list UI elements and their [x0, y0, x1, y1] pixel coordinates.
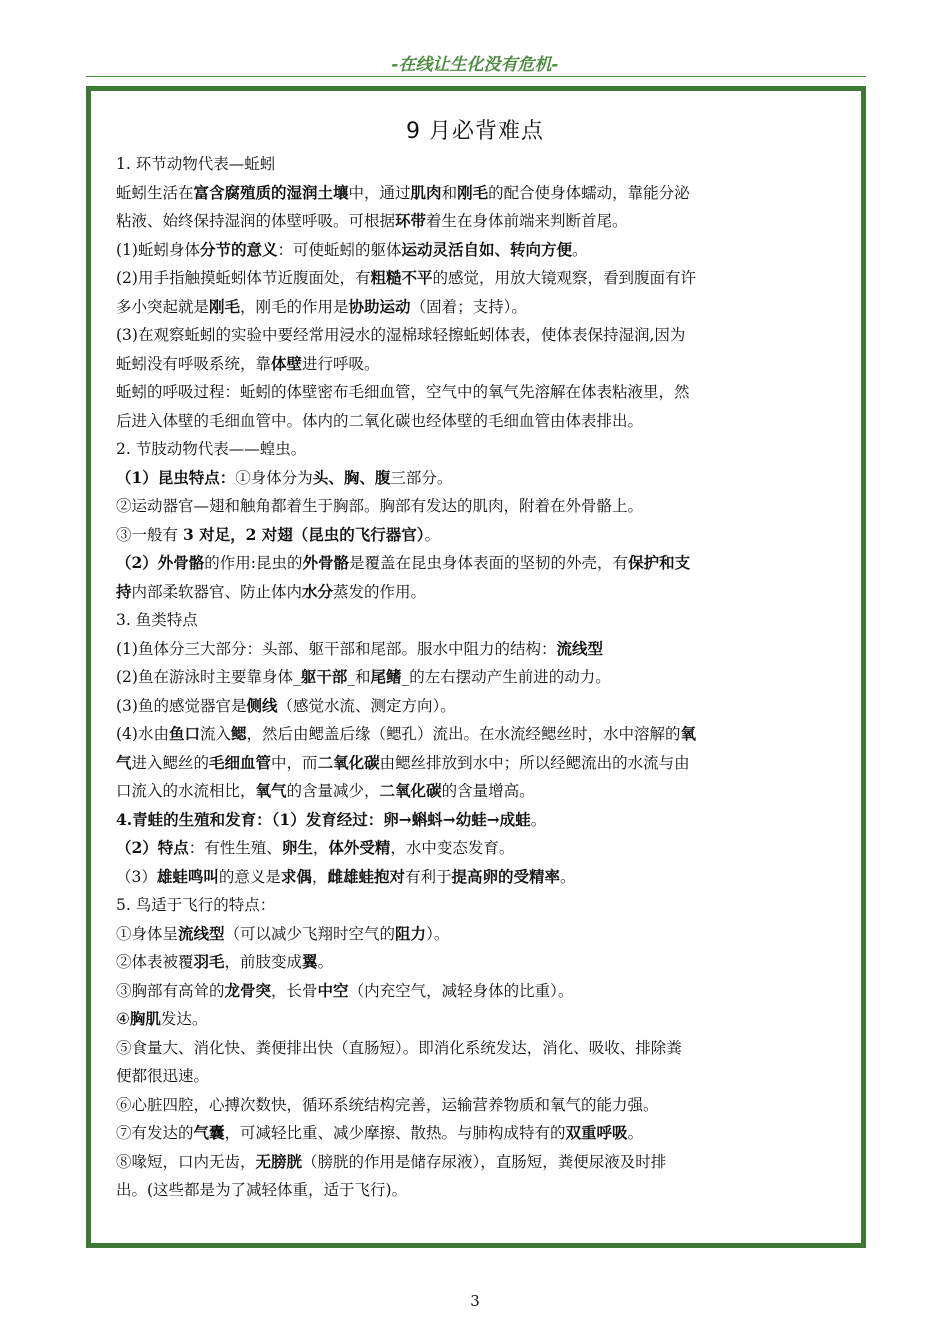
bold-text-run: 双重呼吸 — [565, 1123, 628, 1142]
text-run: 着生在身体前端来判断首尾。 — [426, 212, 628, 230]
bold-text-run: 环带 — [395, 211, 427, 230]
text-run: 蚯蚓的呼吸过程：蚯蚓的体壁密布毛细血管，空气中的氧气先溶解在体表粘液里，然 — [116, 383, 690, 401]
text-run: 。 — [559, 867, 576, 886]
bold-text-run: 无膀胱 — [255, 1151, 303, 1171]
bold-text-run: 保护和支 — [628, 553, 691, 572]
text-line — [116, 635, 838, 664]
bold-text-run: 体外受精 — [328, 838, 391, 857]
text-run: ，可减轻比重、减少摩擦、散热。与肺构成特有的 — [224, 1124, 566, 1142]
text-run: 后进入体壁的毛细血管中。体内的二氧化碳也经体壁的毛细血管由体表排出。 — [116, 411, 644, 430]
text-line — [116, 321, 838, 350]
text-run: ）。 — [426, 924, 450, 943]
bold-text-run: 富含腐殖质的湿润土壤 — [193, 182, 349, 202]
text-line — [116, 1034, 838, 1063]
bold-text-run: 运动灵活自如、转向方便 — [401, 239, 573, 259]
text-line — [116, 1119, 838, 1148]
text-run: 。 — [317, 953, 334, 971]
bold-text-run: 水分 — [302, 581, 334, 601]
bold-text-run: 体壁 — [271, 353, 303, 373]
text-line — [116, 834, 838, 863]
bold-text-run: 协助运动 — [348, 296, 411, 316]
text-run: 有利于 — [404, 867, 452, 886]
text-run: (2)用手指触摸蚯蚓体节近腹面处，有 — [116, 269, 371, 287]
text-run: 进入鳃丝的 — [131, 753, 210, 772]
text-line — [116, 863, 838, 892]
text-run: 蚯蚓没有呼吸系统，靠 — [116, 354, 272, 373]
text-run: ②运动器官—翅和触角都着生于胸部。胸部有发达的肌肉，附着在外骨骼上。 — [116, 497, 644, 515]
text-run: （可以减少飞翔时空气的 — [224, 924, 396, 943]
text-run: ，长骨 — [271, 981, 318, 1000]
bold-text-run: 中空 — [317, 980, 349, 1000]
text-line — [116, 179, 838, 208]
text-run: ①身体分为 — [235, 468, 313, 487]
text-line — [116, 464, 838, 493]
text-run: (1)鱼体分三大部分：头部、躯干部和尾部。服水中阻力的结构： — [116, 639, 557, 658]
text-run: (3)在观察蚯蚓的实验中要经常用浸水的湿棉球轻擦蚯蚓体表，使体表保持湿润,因为 — [116, 326, 686, 344]
text-run: （感觉水流、测定方向）。 — [277, 696, 456, 715]
bold-text-run: 胸肌 — [129, 1009, 161, 1028]
text-run: (2)鱼在游泳时主要靠身体_ — [116, 668, 301, 686]
text-run: 。 — [424, 525, 441, 544]
bold-text-run: （2）外骨骼 — [116, 553, 205, 572]
text-run: 蒸发的作用。 — [333, 582, 427, 601]
text-run: 的含量增高。 — [441, 782, 535, 800]
text-run: 是覆盖在昆虫身体表面的坚韧的外壳，有 — [349, 554, 629, 572]
text-run: （固着；支持）。 — [410, 297, 527, 316]
text-run: 。 — [627, 1124, 644, 1142]
text-line — [116, 720, 838, 749]
bold-text-run: 头、胸、腹 — [312, 467, 391, 487]
text-run: 发达。 — [160, 1010, 208, 1028]
text-line — [116, 350, 838, 379]
bold-text-run: 翼 — [302, 952, 318, 971]
text-run: (3)鱼的感觉器官是 — [116, 696, 247, 715]
bold-text-run: 持 — [116, 581, 132, 601]
text-run: ⑧喙短，口内无齿， — [116, 1152, 256, 1171]
page-title: 9 月必背难点 — [406, 119, 544, 144]
text-run: （内充空气，减轻身体的比重）。 — [348, 981, 574, 1000]
text-run: 和 — [441, 183, 458, 202]
text-run: 的含量减少， — [286, 782, 380, 800]
text-run: 。 — [572, 240, 588, 259]
text-run: （膀胱的作用是储存尿液），直肠短，粪便尿液及时排 — [302, 1152, 667, 1171]
bold-text-run: 雌雄蛙抱对 — [327, 866, 405, 886]
text-line — [116, 977, 838, 1006]
text-line — [116, 549, 838, 578]
text-run: 便都很迅速。 — [116, 1067, 210, 1085]
text-line — [116, 891, 838, 920]
text-run: ①身体呈 — [116, 924, 179, 943]
bold-text-run: 肌肉 — [410, 182, 442, 202]
bold-text-run: 气 — [116, 752, 132, 772]
content-body — [116, 150, 838, 1205]
bold-text-run: 外骨骼 — [302, 553, 350, 572]
text-run: ④ — [116, 1010, 130, 1028]
text-run: 内部柔软器官、防止体内 — [131, 582, 303, 601]
text-line — [116, 578, 838, 607]
text-line — [116, 920, 838, 949]
bold-text-run: 二氧化碳 — [317, 752, 380, 772]
bold-text-run: 卵生 — [281, 838, 313, 857]
text-run: 的作用:昆虫的 — [204, 554, 303, 572]
text-run: ：有性生殖、 — [188, 839, 282, 857]
text-line — [116, 407, 838, 436]
text-run: ， — [312, 839, 329, 857]
text-run: ②体表被覆 — [116, 953, 194, 971]
text-run: ：可使蚯蚓的躯体 — [277, 240, 402, 259]
text-run: ③一般有 — [116, 525, 183, 544]
bold-text-run: 侧线 — [246, 695, 278, 715]
text-line — [116, 692, 838, 721]
text-run: 中，而 — [271, 753, 318, 772]
bold-text-run: 毛细血管 — [209, 752, 272, 772]
text-run: 流入 — [199, 725, 231, 743]
text-line — [116, 521, 838, 550]
bold-text-run: 氧气 — [255, 781, 287, 800]
bold-text-run: 求偶 — [280, 866, 312, 886]
text-line — [116, 663, 838, 692]
page-header: -在线让生化没有危机- — [391, 55, 559, 75]
text-line — [116, 207, 838, 236]
text-line — [116, 378, 838, 407]
text-run: 1. 环节动物代表—蚯蚓 — [116, 155, 276, 173]
text-line — [116, 1062, 838, 1091]
text-run: 的配合使身体蠕动，靠能分泌 — [488, 183, 690, 202]
text-run: 由鳃丝排放到水中；所以经鳃流出的水流与由 — [379, 753, 690, 772]
text-run: （3） — [116, 867, 157, 886]
text-run: ，然后由鳃盖后缘（鳃孔）流出。在水流经鳃丝时，水中溶解的 — [246, 725, 681, 743]
text-run: 的意义是 — [218, 867, 281, 886]
bold-text-run: 提高卵的受精率 — [451, 866, 560, 886]
bold-text-run: 氧 — [680, 724, 697, 743]
bold-text-run: 刚毛 — [209, 296, 241, 316]
bold-text-run: 粗糙不平 — [370, 268, 433, 287]
text-run: ⑤食量大、消化快、粪便排出快（直肠短）。即消化系统发达，消化、吸收、排除粪 — [116, 1038, 682, 1057]
text-run: 中，通过 — [348, 183, 411, 202]
bold-text-run: 气囊 — [193, 1123, 225, 1142]
text-run: 多小突起就是 — [116, 297, 210, 316]
bold-text-run: 龙骨突 — [224, 980, 272, 1000]
bold-text-run: 羽毛 — [193, 952, 225, 971]
text-line — [116, 806, 838, 835]
bold-text-run: 流线型 — [178, 923, 225, 943]
bold-text-run: 流线型 — [556, 638, 603, 658]
text-line — [116, 150, 838, 179]
text-line — [116, 948, 838, 977]
text-run: 蚯蚓生活在 — [116, 183, 194, 202]
text-run: 5. 鸟适于飞行的特点： — [116, 896, 276, 914]
text-run: 粘液、始终保持湿润的体壁呼吸。可根据 — [116, 212, 396, 230]
bold-text-run: 3 对足，2 对翅（昆虫的飞行器官） — [182, 524, 425, 544]
text-run: 出。(这些都是为了减轻体重，适于飞行)。 — [116, 1181, 408, 1199]
text-line — [116, 293, 838, 322]
bold-text-run: 阻力 — [395, 923, 427, 943]
text-line — [116, 1176, 838, 1205]
bold-text-run: 尾鳍 — [370, 667, 402, 686]
bold-text-run: （1）昆虫特点： — [116, 467, 236, 487]
bold-text-run: 分节的意义 — [199, 239, 278, 259]
text-run: 三部分。 — [390, 468, 453, 487]
bold-text-run: 刚毛 — [457, 182, 489, 202]
text-run: ，水中变态发育。 — [390, 839, 515, 857]
text-run: 进行呼吸。 — [302, 354, 380, 373]
text-line — [116, 492, 838, 521]
text-line — [116, 606, 838, 635]
text-run: 3. 鱼类特点 — [116, 611, 198, 629]
text-line — [116, 777, 838, 806]
text-line — [116, 236, 838, 265]
text-run: 2. 节肢动物代表——蝗虫。 — [116, 440, 307, 458]
text-line — [116, 1005, 838, 1034]
text-run: ⑦有发达的 — [116, 1124, 194, 1142]
text-run: (4)水由 — [116, 725, 169, 743]
text-run: _和 — [347, 668, 371, 686]
bold-text-run: 躯干部 — [300, 667, 348, 686]
text-run: 。 — [530, 810, 547, 829]
text-run: ，前肢变成 — [224, 953, 303, 971]
text-line — [116, 1148, 838, 1177]
text-line — [116, 1091, 838, 1120]
bold-text-run: 鱼口 — [168, 724, 200, 743]
bold-text-run: 雄蛙鸣叫 — [156, 866, 219, 886]
bold-text-run: 4.青蛙的生殖和发育：（1）发育经过：卵→蝌蚪→幼蛙→成蛙 — [116, 809, 531, 829]
bold-text-run: （2）特点 — [116, 838, 189, 857]
text-line — [116, 264, 838, 293]
header-divider — [86, 76, 866, 77]
text-run: ⑥心脏四腔，心搏次数快，循环系统结构完善，运输营养物质和氧气的能力强。 — [116, 1095, 659, 1114]
text-run: ，刚毛的作用是 — [240, 297, 349, 316]
text-run: 口流入的水流相比， — [116, 782, 256, 800]
text-run: ③胸部有高耸的 — [116, 981, 225, 1000]
page-number: 3 — [470, 1292, 480, 1310]
text-line — [116, 435, 838, 464]
text-line — [116, 749, 838, 778]
text-run: ， — [311, 867, 328, 886]
text-run: _的左右摆动产生前进的动力。 — [401, 668, 611, 686]
bold-text-run: 鳃 — [231, 724, 247, 743]
text-run: 的感觉，用放大镜观察，看到腹面有许 — [432, 269, 696, 287]
text-run: (1)蚯蚓身体 — [116, 240, 200, 259]
bold-text-run: 二氧化碳 — [379, 781, 442, 800]
